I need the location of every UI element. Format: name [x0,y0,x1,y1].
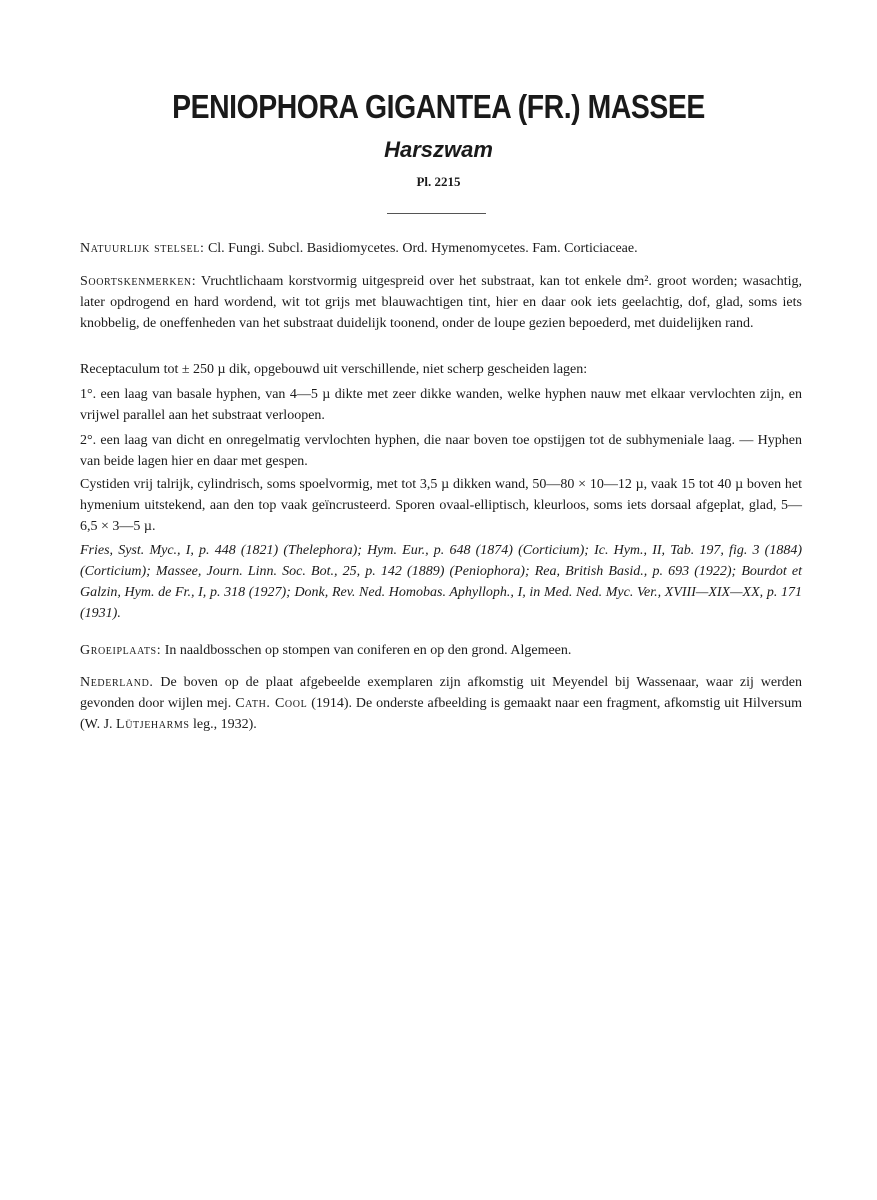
common-name: Harszwam [384,137,493,162]
receptaculum-paragraph: Receptaculum tot ± 250 µ dik, opgebouwd uit verschillende, niet scherp gescheiden lagen: [80,362,588,377]
groeiplaats-paragraph [80,640,802,661]
laag-2-paragraph: 2°. een laag van dicht en onregelmatig vervlochten hyphen, die naar boven toe opstijgen tot de subhymeniale laag. — Hyphen van beide lagen hier en daar met gespen. [80,433,802,469]
nederland-text-3: leg., 1932). [193,717,257,732]
nederland-label: Nederland. [80,675,154,690]
cystiden-paragraph: Cystiden vrij talrijk, cylindrisch, soms spoelvormig, met tot 3,5 µ dikken wand, 50—80 × 10—12 µ, vaak 15 tot 40 µ boven het hymenium uitstekend, aan den top vaak geïncrusteerd. Sporen ovaal-elliptisch, kleurloos, soms iets dorsaal afgeplat, glad, 5—6,5 × 3—5 µ. [80,477,802,534]
natuurlijk-stelsel-text: Cl. Fungi. Subcl. Basidiomycetes. Ord. Hymenomycetes. Fam. Corticiaceae. [207,241,638,256]
groeiplaats-label: Groeiplaats: [80,643,162,658]
nederland-paragraph [80,672,802,735]
nederland-text-2: (1914). De onderste afbeelding is gemaakt naar een fragment, afkomstig uit Hilversum (W. J. [80,696,802,732]
soortskenmerken-text: Vruchtlichaam korstvormig uitgespreid over het substraat, kan tot enkele dm². groot worden; wasachtig, later opdrogend en hard wordend, wit tot grijs met blauwachtigen tint, hier en daar ook iets geelachtig, dof, glad, soms iets knobbelig, de oneffenheden van het substraat duidelijk toonend, onder de loupe gezien bepoederd, met duidelijken rand. [80,274,802,331]
collector-1: Cath. Cool [235,696,308,711]
natuurlijk-stelsel-paragraph [80,238,802,259]
species-title: PENIOPHORA GIGANTEA (FR.) MASSEE [172,88,705,125]
soortskenmerken-paragraph [80,271,802,334]
literatuur-paragraph: Fries, Syst. Myc., I, p. 448 (1821) (Thelephora); Hym. Eur., p. 648 (1874) (Corticium); Ic. Hym., II, Tab. 197, fig. 3 (1884) (Corticium); Massee, Journ. Linn. Soc. Bot., 25, p. 142 (1889) (Peniophora); Rea, British Basid., p. 693 (1922); Bourdot et Galzin, Hym. de Fr., I, p. 318 (1927); Donk, Rev. Ned. Homobas. Aphylloph., I, in Med. Ned. Myc. Ver., XVIII—XIX—XX, p. 171 (1931). [80,543,802,621]
collector-2: Lütjeharms [116,717,190,732]
laag-1-paragraph: 1°. een laag van basale hyphen, van 4—5 µ dikte met zeer dikke wanden, welke hyphen nauw met elkaar vervlochten zijn, en vrijwel parallel aan het substraat verloopen. [80,387,802,423]
nederland-text-1: De boven op de plaat afgebeelde exemplaren zijn afkomstig uit Meyendel bij Wassenaar, waar zij werden gevonden door wijlen mej. [80,675,802,711]
soortskenmerken-label: Soortskenmerken: [80,274,197,289]
plate-number: Pl. 2215 [416,174,461,189]
groeiplaats-text: In naaldbosschen op stompen van coniferen en op den grond. Algemeen. [164,643,572,658]
title-divider [387,213,486,214]
natuurlijk-stelsel-label: Natuurlijk stelsel: [80,241,205,256]
